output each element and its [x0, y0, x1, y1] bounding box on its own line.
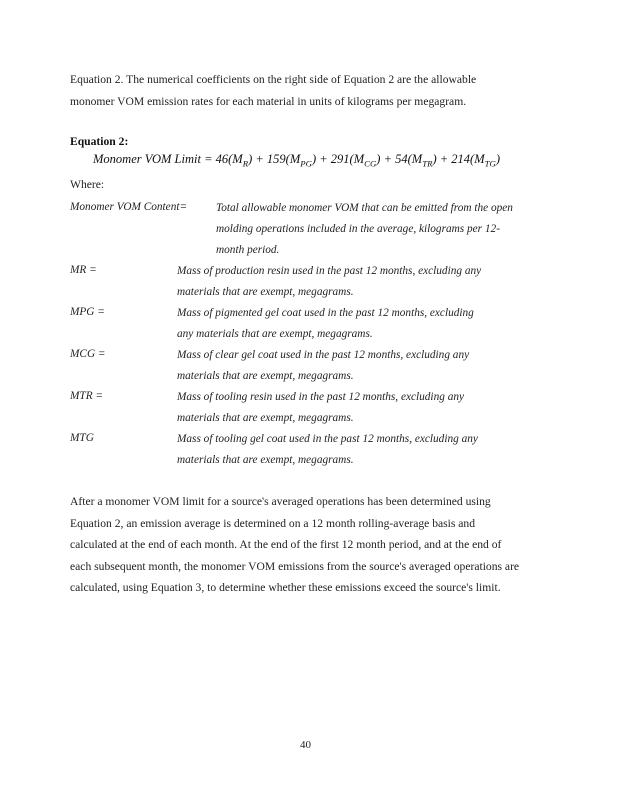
definition-label: Monomer VOM Content=: [70, 201, 188, 213]
definition-text: [177, 387, 517, 429]
definition-label: MTG: [70, 432, 94, 444]
closing-line: Equation 2, an emission average is determined on a 12 month rolling-average basis and: [70, 516, 476, 530]
definition-line: materials that are exempt, megagrams.: [177, 412, 354, 424]
definition-text: [177, 303, 517, 345]
where-label: Where:: [70, 178, 105, 191]
definition-line: Mass of clear gel coat used in the past 12 months, excluding any: [177, 349, 470, 361]
definition-text: [177, 261, 517, 303]
intro-line: Equation 2. The numerical coefficients on the right side of Equation 2 are the allowable: [70, 73, 477, 86]
definition-line: materials that are exempt, megagrams.: [177, 286, 354, 298]
closing-line: each subsequent month, the monomer VOM emissions from the source's averaged operations are: [70, 559, 520, 573]
closing-line: calculated, using Equation 3, to determine whether these emissions exceed the source's limit.: [70, 581, 501, 594]
definition-line: materials that are exempt, megagrams.: [177, 370, 354, 382]
definition-text: [177, 429, 517, 471]
definition-label: MTR =: [70, 390, 104, 402]
definition-line: Mass of production resin used in the past 12 months, excluding any: [177, 265, 482, 277]
definition-text: [177, 345, 517, 387]
equation-formula: Monomer VOM Limit = $46(M_R) + 159(M_{PG}) + 291(M_{CG}) + 54(M_{TR}) + 214(M_{TG})$: [93, 152, 500, 169]
definition-label: MR =: [70, 264, 97, 276]
definition-line: Mass of pigmented gel coat used in the past 12 months, excluding: [177, 307, 474, 319]
definition-label: MPG =: [70, 306, 105, 318]
definition-line: Total allowable monomer VOM that can be emitted from the open: [216, 202, 513, 214]
intro-line: monomer VOM emission rates for each material in units of kilograms per megagram.: [70, 94, 467, 108]
definition-line: any materials that are exempt, megagrams.: [177, 328, 373, 340]
definition-line: Mass of tooling resin used in the past 12 months, excluding any: [177, 391, 465, 403]
equation-heading: Equation 2:: [70, 135, 129, 148]
definition-line: Mass of tooling gel coat used in the past 12 months, excluding any: [177, 433, 478, 445]
intro-paragraph: [70, 69, 560, 112]
definition-line: materials that are exempt, megagrams.: [177, 454, 354, 466]
definition-text: [216, 198, 556, 261]
page-number: 40: [300, 739, 311, 751]
closing-line: calculated at the end of each month. At the end of the first 12 month period, and at the end of: [70, 538, 502, 551]
closing-line: After a monomer VOM limit for a source's averaged operations has been determined using: [70, 495, 491, 508]
closing-paragraph: [70, 491, 560, 599]
definition-label: MCG =: [70, 348, 106, 360]
definition-line: month period.: [216, 244, 280, 256]
definition-line: molding operations included in the average, kilograms per 12-: [216, 223, 500, 235]
